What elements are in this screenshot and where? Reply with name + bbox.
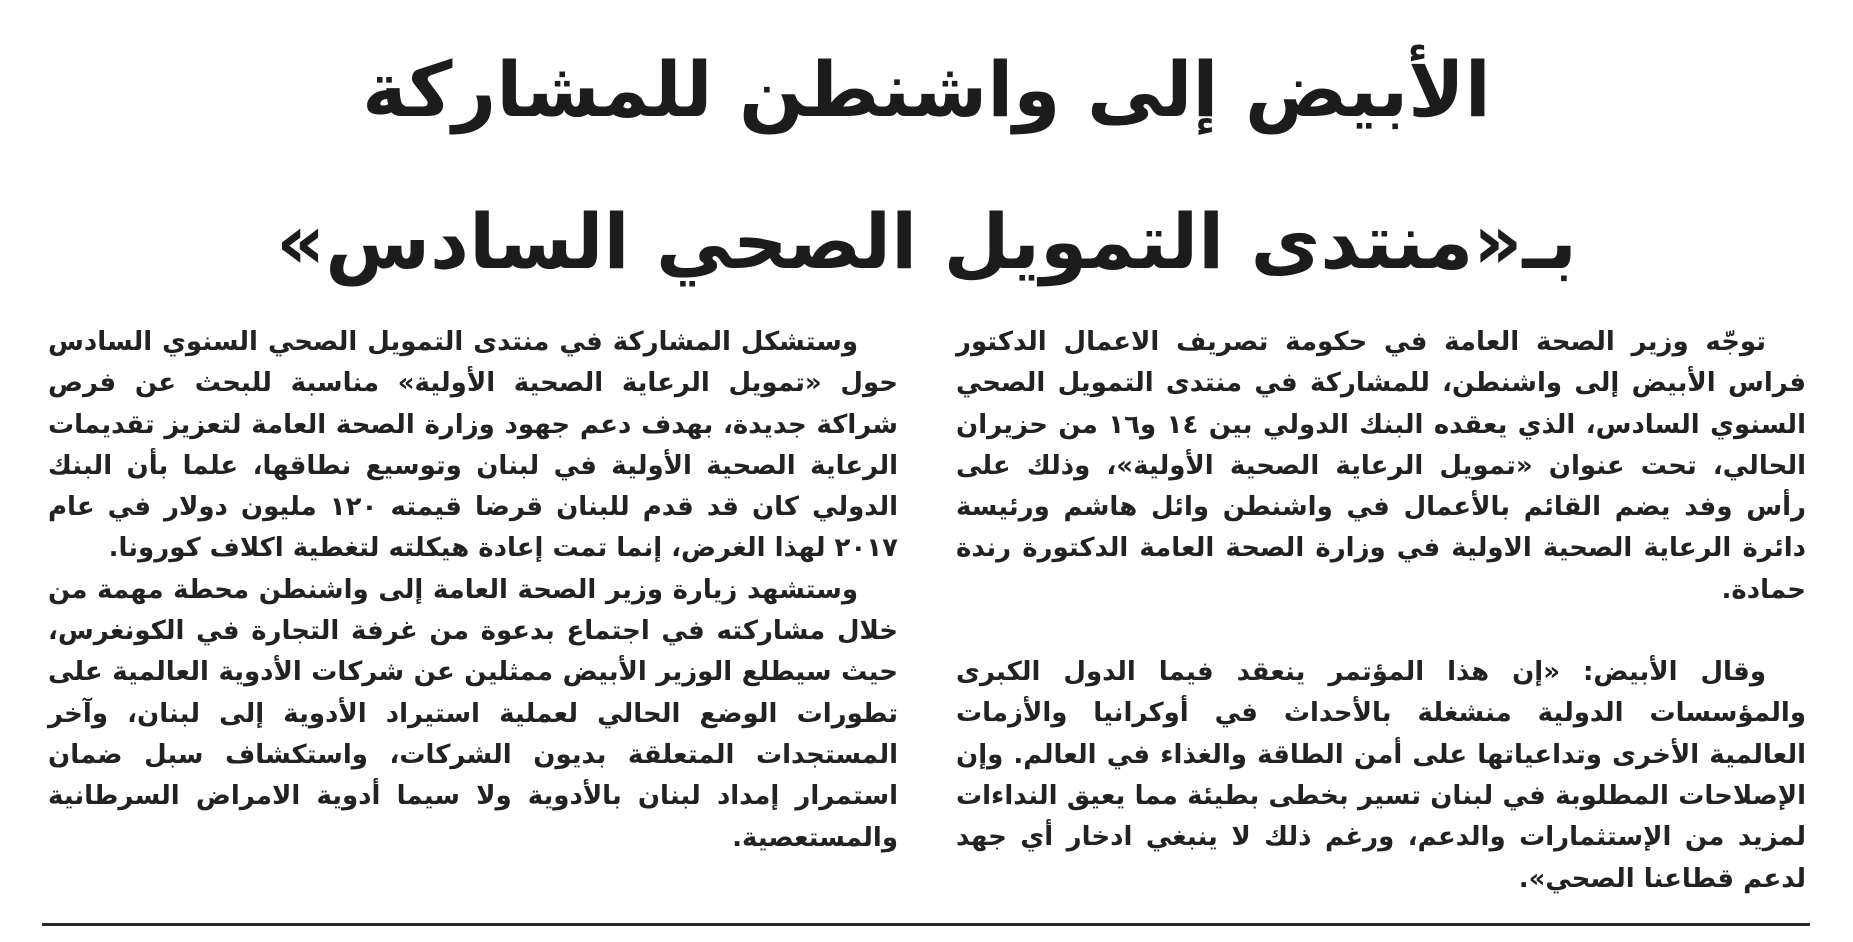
left-paragraph-2: وستشهد زيارة وزير الصحة العامة إلى واشنطن محطة مهمة من خلال مشاركته في اجتماع بدعوة من غرفة التجارة في الكونغرس، حيث سيطلع الوزير الأبيض ممثلين عن شركات الأدوية العالمية على تطورات الوضع الحالي لعملية استيراد الأدوية إلى لبنان، وآخر المستجدات المتعلقة بديون الشركات، واستكشاف سبل ضمان استمرار إمداد لبنان بالأدوية ولا سيما أدوية الامراض السرطانية والمستعصية. [48, 574, 898, 853]
right-column [956, 322, 1806, 900]
bottom-divider [42, 923, 1810, 926]
right-paragraph-2: وقال الأبيض: «إن هذا المؤتمر ينعقد فيما الدول الكبرى والمؤسسات الدولية منشغلة بالأحداث في أوكرانيا والأزمات العالمية الأخرى وتداعياتها على أمن الطاقة والغذاء في العالم. وإن الإصلاحات المطلوبة في لبنان تسير بخطى بطيئة مما يعيق النداءات لمزيد من الإستثمارات والدعم، ورغم ذلك لا ينبغي ادخار أي جهد لدعم قطاعنا الصحي». [956, 657, 1806, 894]
headline-line-1: الأبيض إلى واشنطن للمشاركة [362, 45, 1491, 134]
left-column [48, 322, 898, 859]
left-paragraph-1: وستشكل المشاركة في منتدى التمويل الصحي السنوي السادس حول «تمويل الرعاية الصحية الأولية» مناسبة للبحث عن فرص شراكة جديدة، بهدف دعم جهود وزارة الصحة العامة لتعزيز تقديمات الرعاية الصحية الأولية في لبنان وتوسيع نطاقها، علما بأن البنك الدولي كان قد قدم للبنان قرضا قيمته ١٢٠ مليون دولار في عام ٢٠١٧ لهذا الغرض، إنما تمت إعادة هيكلته لتغطية اكلاف كورونا. [48, 327, 899, 564]
headline-line-2: بـ«منتدى التمويل الصحي السادس» [276, 197, 1577, 286]
right-paragraph-1: توجّه وزير الصحة العامة في حكومة تصريف الاعمال الدكتور فراس الأبيض إلى واشنطن، للمشاركة في منتدى التمويل الصحي السنوي السادس، الذي يعقده البنك الدولي بين ١٤ و١٦ من حزيران الحالي، تحت عنوان «تمويل الرعاية الصحية الأولية»، وذلك على رأس وفد يضم القائم بالأعمال في واشنطن وائل هاشم ورئيسة دائرة الرعاية الصحية الاولية في وزارة الصحة العامة الدكتورة رندة حمادة. [956, 327, 1806, 605]
